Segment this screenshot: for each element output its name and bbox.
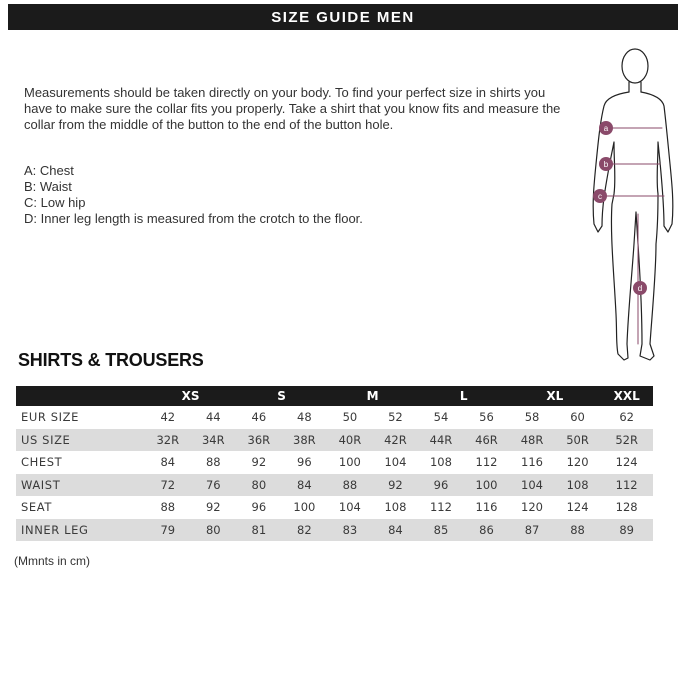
size-group-xxl: XXL [613, 389, 640, 403]
table-cell: 82 [297, 522, 312, 537]
body-figure-illustration [580, 44, 680, 364]
table-cell: 44 [205, 410, 221, 425]
table-cell: 112 [615, 477, 638, 492]
table-cell: 54 [433, 410, 449, 425]
row-label: EUR SIZE [21, 410, 79, 425]
table-cell: 108 [566, 477, 589, 492]
table-cell: 42 [160, 410, 176, 425]
row-label: US SIZE [21, 432, 71, 447]
table-cell: 89 [619, 522, 634, 537]
svg-text:c: c [598, 192, 602, 201]
table-cell: 88 [570, 522, 585, 537]
table-row [16, 519, 653, 542]
table-row [16, 474, 653, 497]
size-group-s: S [277, 389, 286, 403]
legend-item-chest: A: Chest [24, 163, 74, 178]
size-group-header-row [16, 386, 653, 406]
table-cell: 86 [479, 522, 494, 537]
svg-text:b: b [603, 160, 609, 169]
table-cell: 48R [520, 432, 544, 447]
table-cell: 84 [160, 455, 176, 470]
size-group-xl: XL [546, 389, 564, 403]
table-cell: 108 [429, 455, 452, 470]
legend-item-waist: B: Waist [24, 179, 72, 194]
table-cell: 79 [160, 522, 176, 537]
table-cell: 32R [156, 432, 180, 447]
intro-text: Measurements should be taken directly on your body. To find your perfect size in shirts you have to make sure the collar fits you properly. Take a shirt that you know fits and measure the collar from the middle of the button to the end of the button hole. [24, 85, 561, 132]
table-cell: 72 [160, 477, 176, 492]
table-cell: 87 [524, 522, 540, 537]
table-cell: 88 [342, 477, 358, 492]
table-cell: 112 [475, 455, 498, 470]
table-cell: 92 [205, 500, 221, 515]
size-table [16, 386, 653, 541]
table-cell: 50R [566, 432, 589, 447]
table-cell: 50 [342, 410, 358, 425]
table-cell: 116 [475, 500, 498, 515]
units-footnote: (Mmnts in cm) [14, 554, 90, 568]
header-empty-cell [16, 386, 145, 406]
table-cell: 58 [524, 410, 540, 425]
svg-text:d: d [637, 284, 643, 293]
svg-text:a: a [603, 124, 609, 133]
size-group-xs: XS [181, 389, 200, 403]
table-cell: 108 [384, 500, 407, 515]
table-cell: 85 [433, 522, 449, 537]
table-cell: 42R [384, 432, 407, 447]
table-cell: 116 [521, 455, 543, 470]
figure-marker-b [599, 157, 613, 171]
table-cell: 104 [521, 477, 543, 492]
size-group-m: M [366, 389, 379, 403]
table-cell: 52 [388, 410, 403, 425]
table-cell: 96 [251, 500, 267, 515]
table-cell: 34R [201, 432, 225, 447]
table-cell: 124 [566, 500, 589, 515]
measurement-legend [24, 163, 363, 227]
table-cell: 56 [479, 410, 494, 425]
table-row [16, 406, 653, 429]
table-row [16, 496, 653, 519]
table-cell: 44R [429, 432, 453, 447]
table-cell: 46R [475, 432, 498, 447]
table-cell: 124 [615, 455, 638, 470]
table-cell: 62 [619, 410, 634, 425]
table-cell: 83 [342, 522, 358, 537]
table-cell: 100 [475, 477, 498, 492]
table-cell: 120 [521, 500, 543, 515]
table-row [16, 429, 653, 452]
table-cell: 76 [205, 477, 221, 492]
table-cell: 48 [297, 410, 312, 425]
row-label: INNER LEG [21, 522, 89, 537]
legend-item-low-hip: C: Low hip [24, 195, 86, 210]
table-cell: 80 [251, 477, 267, 492]
table-cell: 92 [388, 477, 403, 492]
table-cell: 120 [566, 455, 589, 470]
row-label: SEAT [21, 500, 52, 515]
row-label: CHEST [21, 455, 63, 470]
table-cell: 84 [388, 522, 403, 537]
row-label: WAIST [21, 477, 61, 492]
table-cell: 60 [570, 410, 585, 425]
section-title: SHIRTS & TROUSERS [18, 350, 204, 370]
table-cell: 52R [615, 432, 638, 447]
table-cell: 96 [433, 477, 449, 492]
table-cell: 128 [615, 500, 638, 515]
table-cell: 100 [338, 455, 361, 470]
figure-marker-c [593, 189, 607, 203]
table-cell: 104 [384, 455, 407, 470]
page-title: SIZE GUIDE MEN [8, 4, 678, 30]
table-cell: 104 [338, 500, 361, 515]
table-cell: 38R [293, 432, 316, 447]
table-cell: 84 [297, 477, 312, 492]
table-cell: 88 [160, 500, 176, 515]
table-row [16, 451, 653, 474]
table-cell: 81 [251, 522, 267, 537]
table-cell: 40R [338, 432, 362, 447]
table-cell: 92 [251, 455, 267, 470]
table-cell: 36R [247, 432, 271, 447]
size-group-l: L [459, 389, 468, 403]
table-cell: 96 [297, 455, 312, 470]
figure-marker-d [633, 281, 647, 295]
size-table-body [16, 406, 653, 541]
table-cell: 88 [205, 455, 221, 470]
table-cell: 100 [293, 500, 316, 515]
table-cell: 46 [251, 410, 267, 425]
table-cell: 80 [205, 522, 221, 537]
table-cell: 112 [429, 500, 452, 515]
figure-marker-a [599, 121, 613, 135]
legend-item-inner-leg: D: Inner leg length is measured from the crotch to the floor. [24, 211, 363, 226]
